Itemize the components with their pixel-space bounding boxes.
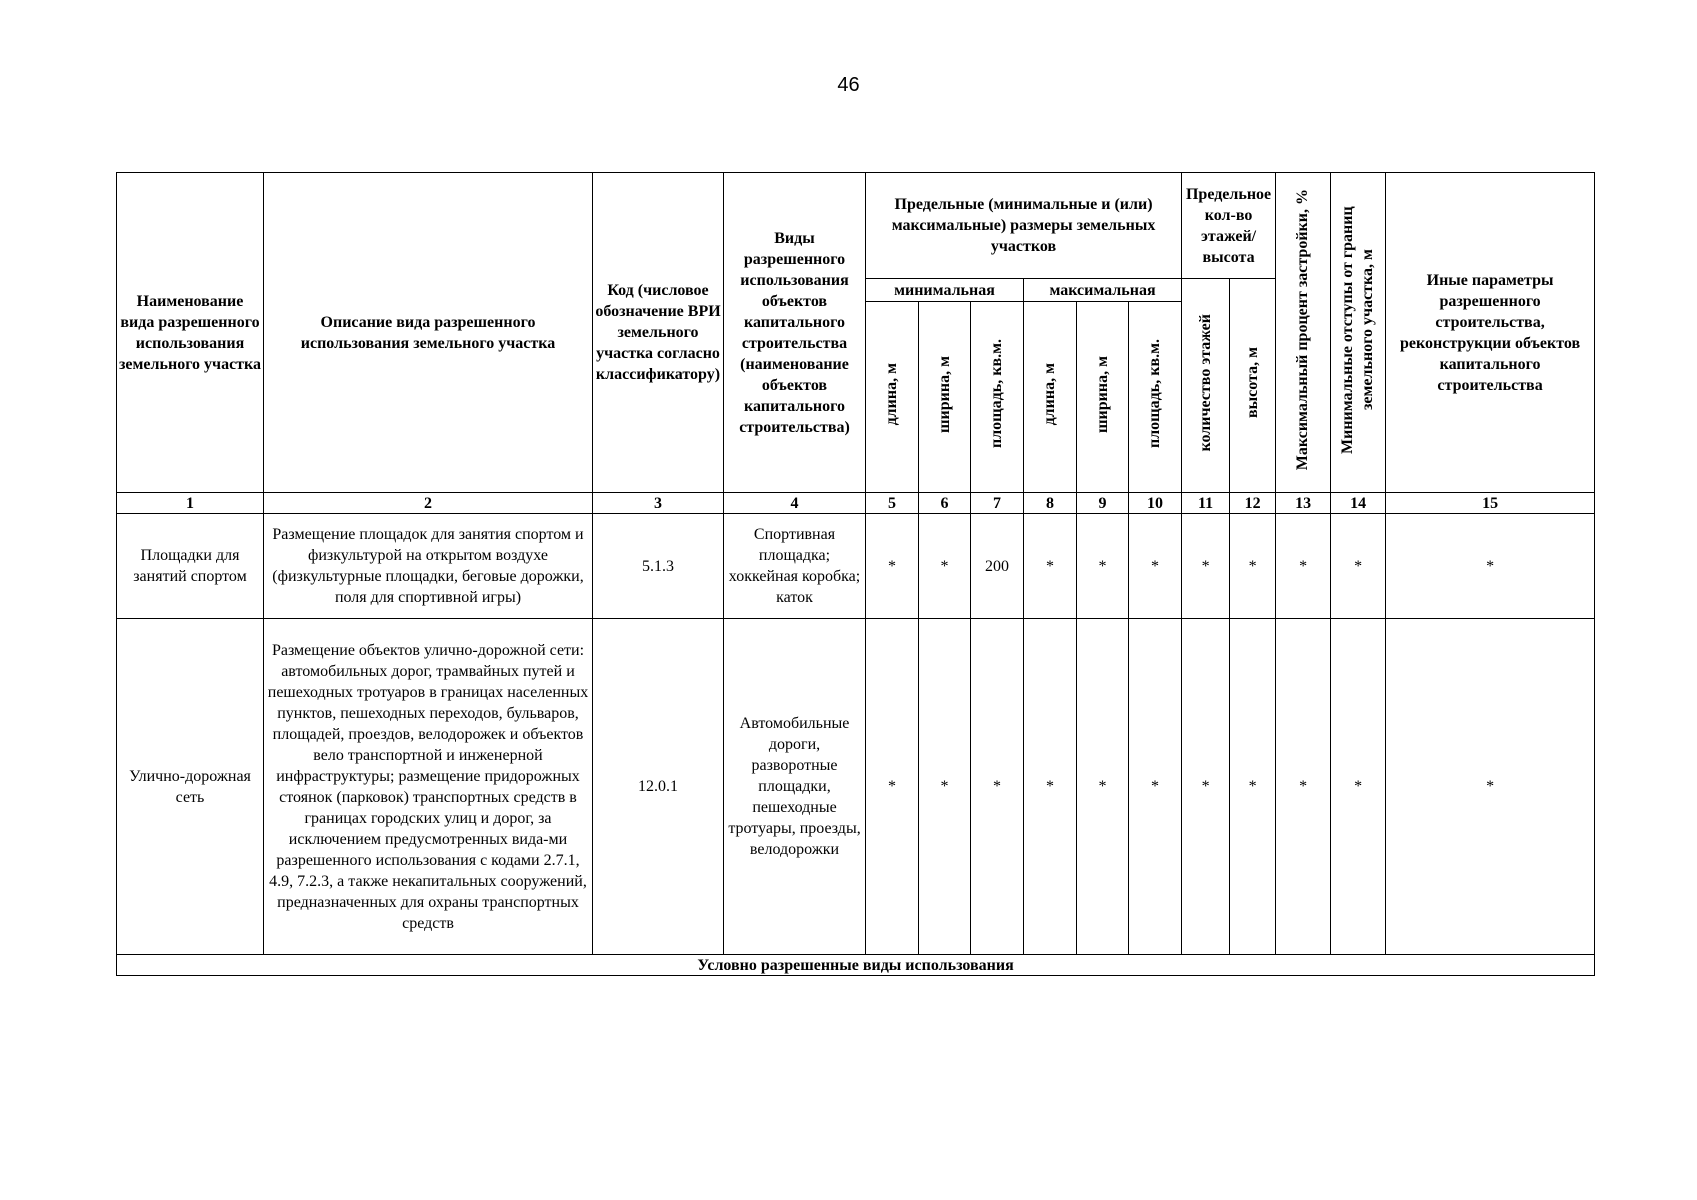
cell-min-length: * [866,619,919,955]
header-minimum: минимальная [866,279,1024,302]
header-max-build-percent [1276,173,1331,493]
header-max-area [1129,302,1182,493]
page-number: 46 [837,74,860,96]
header-min-width [919,302,971,493]
header-max-build-percent-text: Максимальный процент застройки, % [1294,188,1312,471]
header-maximum: максимальная [1024,279,1182,302]
cell-floors-count: * [1182,619,1230,955]
header-max-length-text: длина, м [1041,362,1058,426]
header-min-setbacks [1331,173,1386,493]
header-height-text: высота, м [1243,347,1261,418]
zoning-regulations-table [116,172,1595,976]
header-floors-count [1182,279,1230,493]
header-min-setbacks-text: Минимальные отступы от границ земельного участка, м [1339,205,1377,454]
header-min-width-text: ширина, м [935,355,953,433]
header-max-length [1024,302,1077,493]
column-number: 9 [1077,493,1129,514]
section-footer-row [117,955,1595,976]
column-number: 11 [1182,493,1230,514]
cell-other-parameters: * [1386,619,1595,955]
column-number: 8 [1024,493,1077,514]
header-max-width-text: ширина, м [1093,355,1111,433]
cell-height: * [1230,514,1276,619]
cell-max-area: * [1129,514,1182,619]
column-number: 15 [1386,493,1595,514]
row-description: Размещение объектов улично-дорожной сети: автомобильных дорог, трамвайных путей и пешеходных тротуаров в границах населенных пунктов, пешеходных переходов, бульваров, площадей, проездов, велодорожек и объектов вело транспортной и инженерной инфраструктуры; размещение придорожных стоянок (парковок) транспортных средств в границах городских улиц и дорог, за исключением предусмотренных вида-ми разрешенного использования с кодами 2.7.1, 4.9, 7.2.3, а также некапитальных сооружений, предназначенных для охраны транспортных средств [264,619,593,955]
row-kinds: Спортивная площадка; хоккейная коробка; каток [724,514,866,619]
cell-max-width: * [1077,619,1129,955]
row-code: 5.1.3 [593,514,724,619]
cell-min-width: * [919,619,971,955]
header-description: Описание вида разрешенного использования земельного участка [264,173,593,493]
header-floors-count-text: количество этажей [1196,313,1214,452]
header-capital-construction-kinds: Виды разрешенного использования объектов капитального строительства (наименование объектов капитального строительства) [724,173,866,493]
cell-height: * [1230,619,1276,955]
cell-max-width: * [1077,514,1129,619]
header-max-area-text: площадь, кв.м. [1146,339,1164,449]
section-footer: Условно разрешенные виды использования [117,955,1595,976]
row-kinds: Автомобильные дороги, разворотные площадки, пешеходные тротуары, проезды, велодорожки [724,619,866,955]
cell-min-area: * [971,619,1024,955]
header-max-width [1077,302,1129,493]
cell-min-setbacks: * [1331,619,1386,955]
row-code: 12.0.1 [593,619,724,955]
column-number: 7 [971,493,1024,514]
cell-min-width: * [919,514,971,619]
header-height [1230,279,1276,493]
column-number: 13 [1276,493,1331,514]
header-other-parameters: Иные параметры разрешенного строительства, реконструкции объектов капитального строительства [1386,173,1595,493]
column-number: 14 [1331,493,1386,514]
column-number: 6 [919,493,971,514]
header-land-plot-sizes: Предельные (минимальные и (или) максимальные) размеры земельных участков [866,173,1182,279]
cell-max-build-percent: * [1276,619,1331,955]
cell-max-area: * [1129,619,1182,955]
cell-min-length: * [866,514,919,619]
cell-max-length: * [1024,619,1077,955]
header-floors-height: Предельное кол-во этажей/ высота [1182,173,1276,279]
header-min-length-text: длина, м [883,362,900,426]
cell-max-length: * [1024,514,1077,619]
column-number: 2 [264,493,593,514]
header-min-area-text: площадь, кв.м. [988,339,1005,449]
row-description: Размещение площадок для занятия спортом и физкультурой на открытом воздухе (физкультурные площадки, беговые дорожки, поля для спортивной игры) [264,514,593,619]
column-number: 12 [1230,493,1276,514]
column-number: 4 [724,493,866,514]
cell-max-build-percent: * [1276,514,1331,619]
cell-floors-count: * [1182,514,1230,619]
header-min-length [866,302,919,493]
table-row [117,514,1595,619]
row-name: Улично-дорожная сеть [117,619,264,955]
column-numbers-row [117,493,1595,514]
cell-min-area: 200 [971,514,1024,619]
row-name: Площадки для занятий спортом [117,514,264,619]
column-number: 10 [1129,493,1182,514]
column-number: 3 [593,493,724,514]
table-row [117,619,1595,955]
header-code: Код (числовое обозначение ВРИ земельного участка согласно классификатору) [593,173,724,493]
column-number: 1 [117,493,264,514]
cell-min-setbacks: * [1331,514,1386,619]
header-min-area [971,302,1024,493]
column-number: 5 [866,493,919,514]
header-name: Наименование вида разрешенного использования земельного участка [117,173,264,493]
cell-other-parameters: * [1386,514,1595,619]
